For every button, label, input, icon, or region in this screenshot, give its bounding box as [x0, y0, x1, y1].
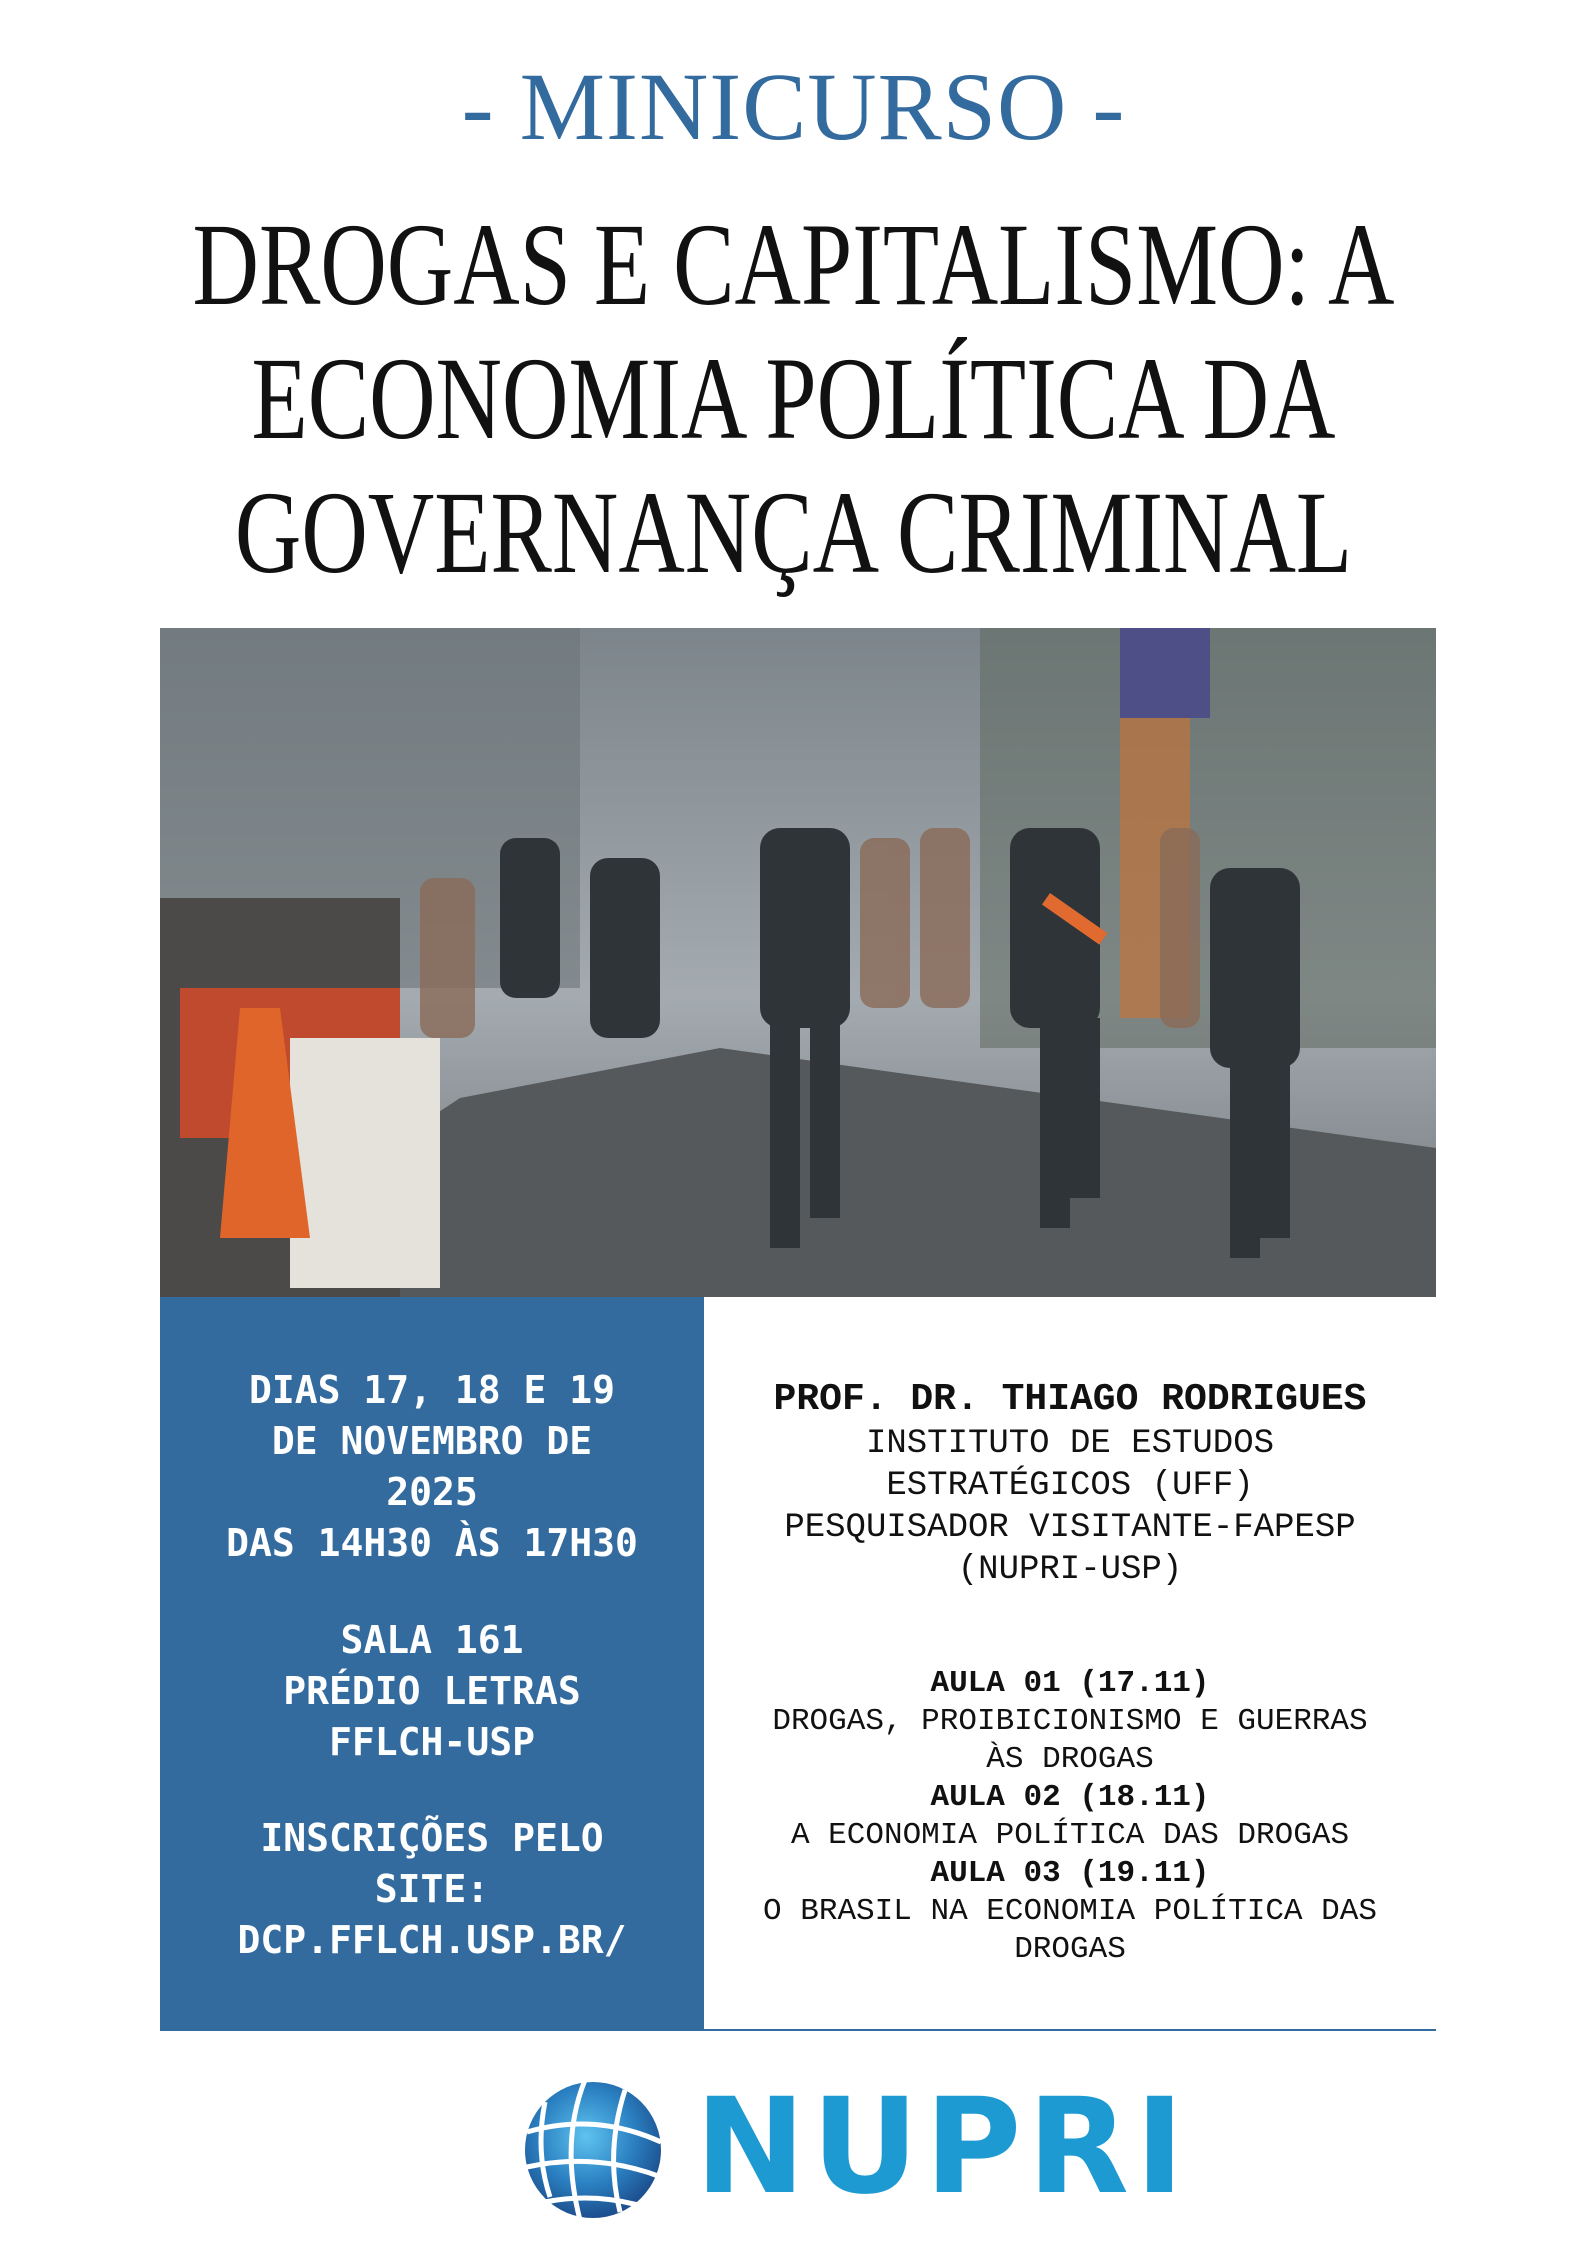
speaker-panel: [704, 1297, 1436, 2030]
affiliation-line: ESTRATÉGICOS (UFF): [886, 1467, 1254, 1505]
date-line: DE NOVEMBRO DE: [271, 1419, 593, 1463]
location-line: SALA 161: [340, 1618, 524, 1662]
date-line: DAS 14H30 ÀS 17H30: [226, 1521, 638, 1565]
class-schedule: [704, 1665, 1436, 1969]
affiliation-line: PESQUISADOR VISITANTE-FAPESP: [784, 1509, 1356, 1547]
divider-line: [160, 2029, 1436, 2031]
location-line: PRÉDIO LETRAS: [283, 1669, 581, 1713]
speaker-affiliation: [704, 1423, 1436, 1591]
class-heading: AULA 03 (19.11): [930, 1856, 1210, 1891]
affiliation-line: (NUPRI-USP): [957, 1551, 1183, 1589]
event-info-panel: [160, 1297, 704, 2030]
logo-text: NUPRI: [695, 2070, 1191, 2224]
class-topic: O BRASIL NA ECONOMIA POLÍTICA DAS: [763, 1894, 1377, 1929]
speaker-name: PROF. DR. THIAGO RODRIGUES: [773, 1378, 1367, 1421]
title-line: DROGAS E CAPITALISMO: A: [192, 199, 1395, 330]
class-topic: A ECONOMIA POLÍTICA DAS DROGAS: [790, 1818, 1350, 1853]
registration-line: INSCRIÇÕES PELO: [260, 1816, 604, 1860]
globe-icon: [515, 2072, 665, 2222]
title-line: GOVERNANÇA CRIMINAL: [234, 467, 1353, 598]
nupri-logo: [515, 2070, 1191, 2224]
registration-link[interactable]: DCP.FFLCH.USP.BR/: [237, 1918, 627, 1962]
class-heading: AULA 01 (17.11): [930, 1666, 1210, 1701]
course-title: [0, 198, 1587, 600]
location-line: FFLCH-USP: [329, 1720, 535, 1764]
class-heading: AULA 02 (18.11): [930, 1780, 1210, 1815]
class-topic: DROGAS, PROIBICIONISMO E GUERRAS: [772, 1704, 1368, 1739]
photo-illustration: [160, 628, 1436, 1297]
class-topic: ÀS DROGAS: [986, 1742, 1154, 1777]
registration-line: SITE:: [374, 1867, 490, 1911]
affiliation-line: INSTITUTO DE ESTUDOS: [865, 1425, 1275, 1463]
course-kicker: - MINICURSO -: [461, 53, 1126, 160]
date-line: DIAS 17, 18 E 19: [248, 1368, 616, 1412]
event-registration: [160, 1813, 704, 1966]
event-location: [160, 1615, 704, 1768]
police-operation-photo: [160, 628, 1436, 1297]
event-dates: [160, 1365, 704, 1569]
date-line: 2025: [386, 1470, 478, 1514]
title-line: ECONOMIA POLÍTICA DA: [251, 333, 1336, 464]
class-topic: DROGAS: [1014, 1932, 1126, 1967]
